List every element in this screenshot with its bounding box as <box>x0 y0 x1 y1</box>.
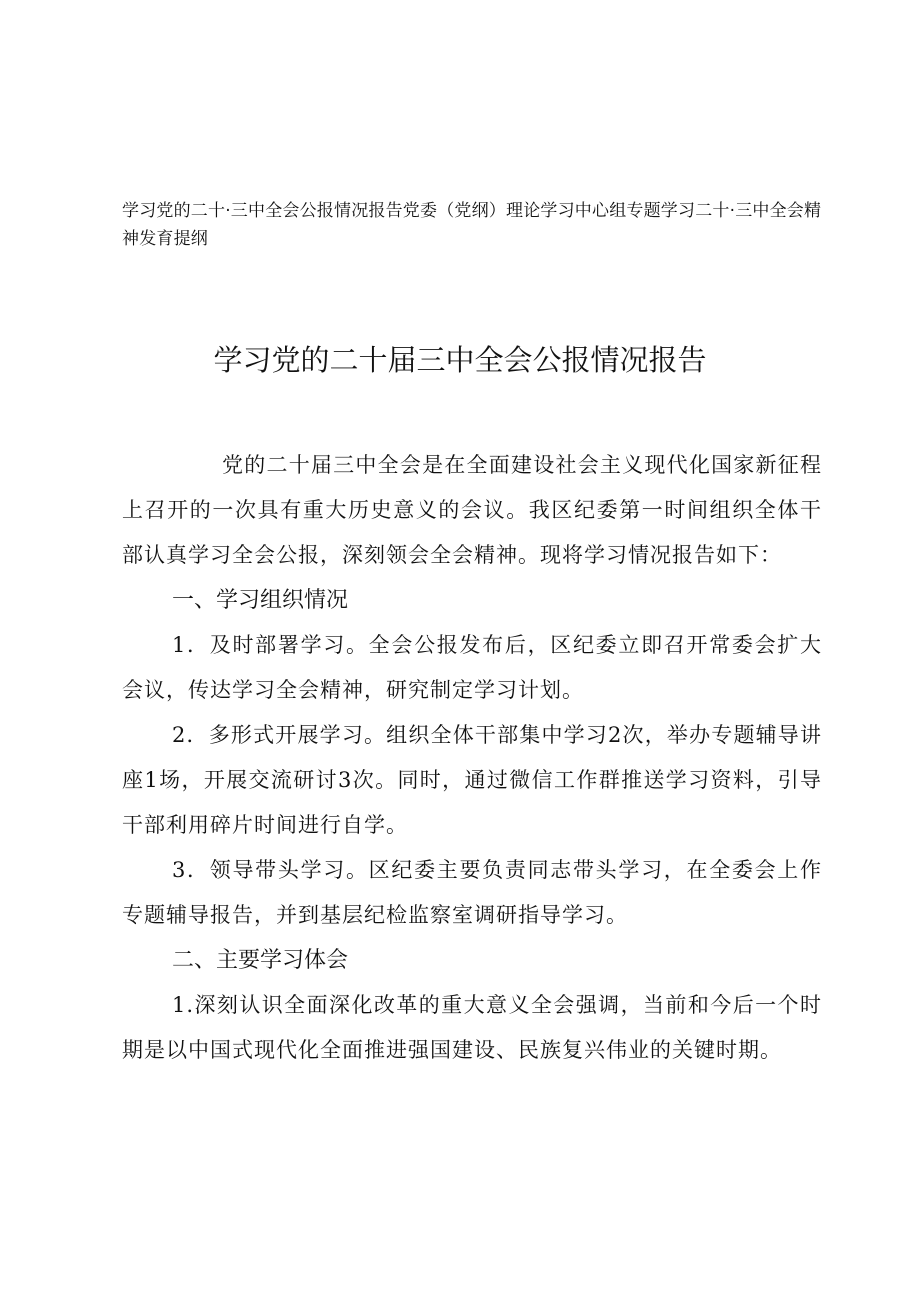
document-body <box>122 443 822 1073</box>
document-header-line: 学习党的二十·三中全会公报情况报告党委（党纲）理论学习中心组专题学习二十·三中全会精神发育提纲 <box>122 201 822 249</box>
section-heading-insights: 二、主要学习体会 <box>172 948 349 973</box>
list-item: 2．多形式开展学习。组织全体干部集中学习2次，举办专题辅导讲座1场，开展交流研讨3次。同时，通过微信工作群推送学习资料，引导干部利用碎片时间进行自学。 <box>122 723 822 837</box>
list-item: 1．及时部署学习。全会公报发布后，区纪委立即召开常委会扩大会议，传达学习全会精神，研究制定学习计划。 <box>122 633 822 702</box>
intro-paragraph: 党的二十届三中全会是在全面建设社会主义现代化国家新征程上召开的一次具有重大历史意义的会议。我区纪委第一时间组织全体干部认真学习全会公报，深刻领会全会精神。现将学习情况报告如下： <box>122 453 822 567</box>
section-heading-organization: 一、学习组织情况 <box>172 588 349 613</box>
list-item: 3．领导带头学习。区纪委主要负责同志带头学习，在全委会上作专题辅导报告，并到基层纪检监察室调研指导学习。 <box>122 858 822 927</box>
list-item: 1.深刻认识全面深化改革的重大意义全会强调，当前和今后一个时期是以中国式现代化全面推进强国建设、民族复兴伟业的关键时期。 <box>122 993 822 1062</box>
document-title: 学习党的二十届三中全会公报情况报告 <box>213 343 707 377</box>
